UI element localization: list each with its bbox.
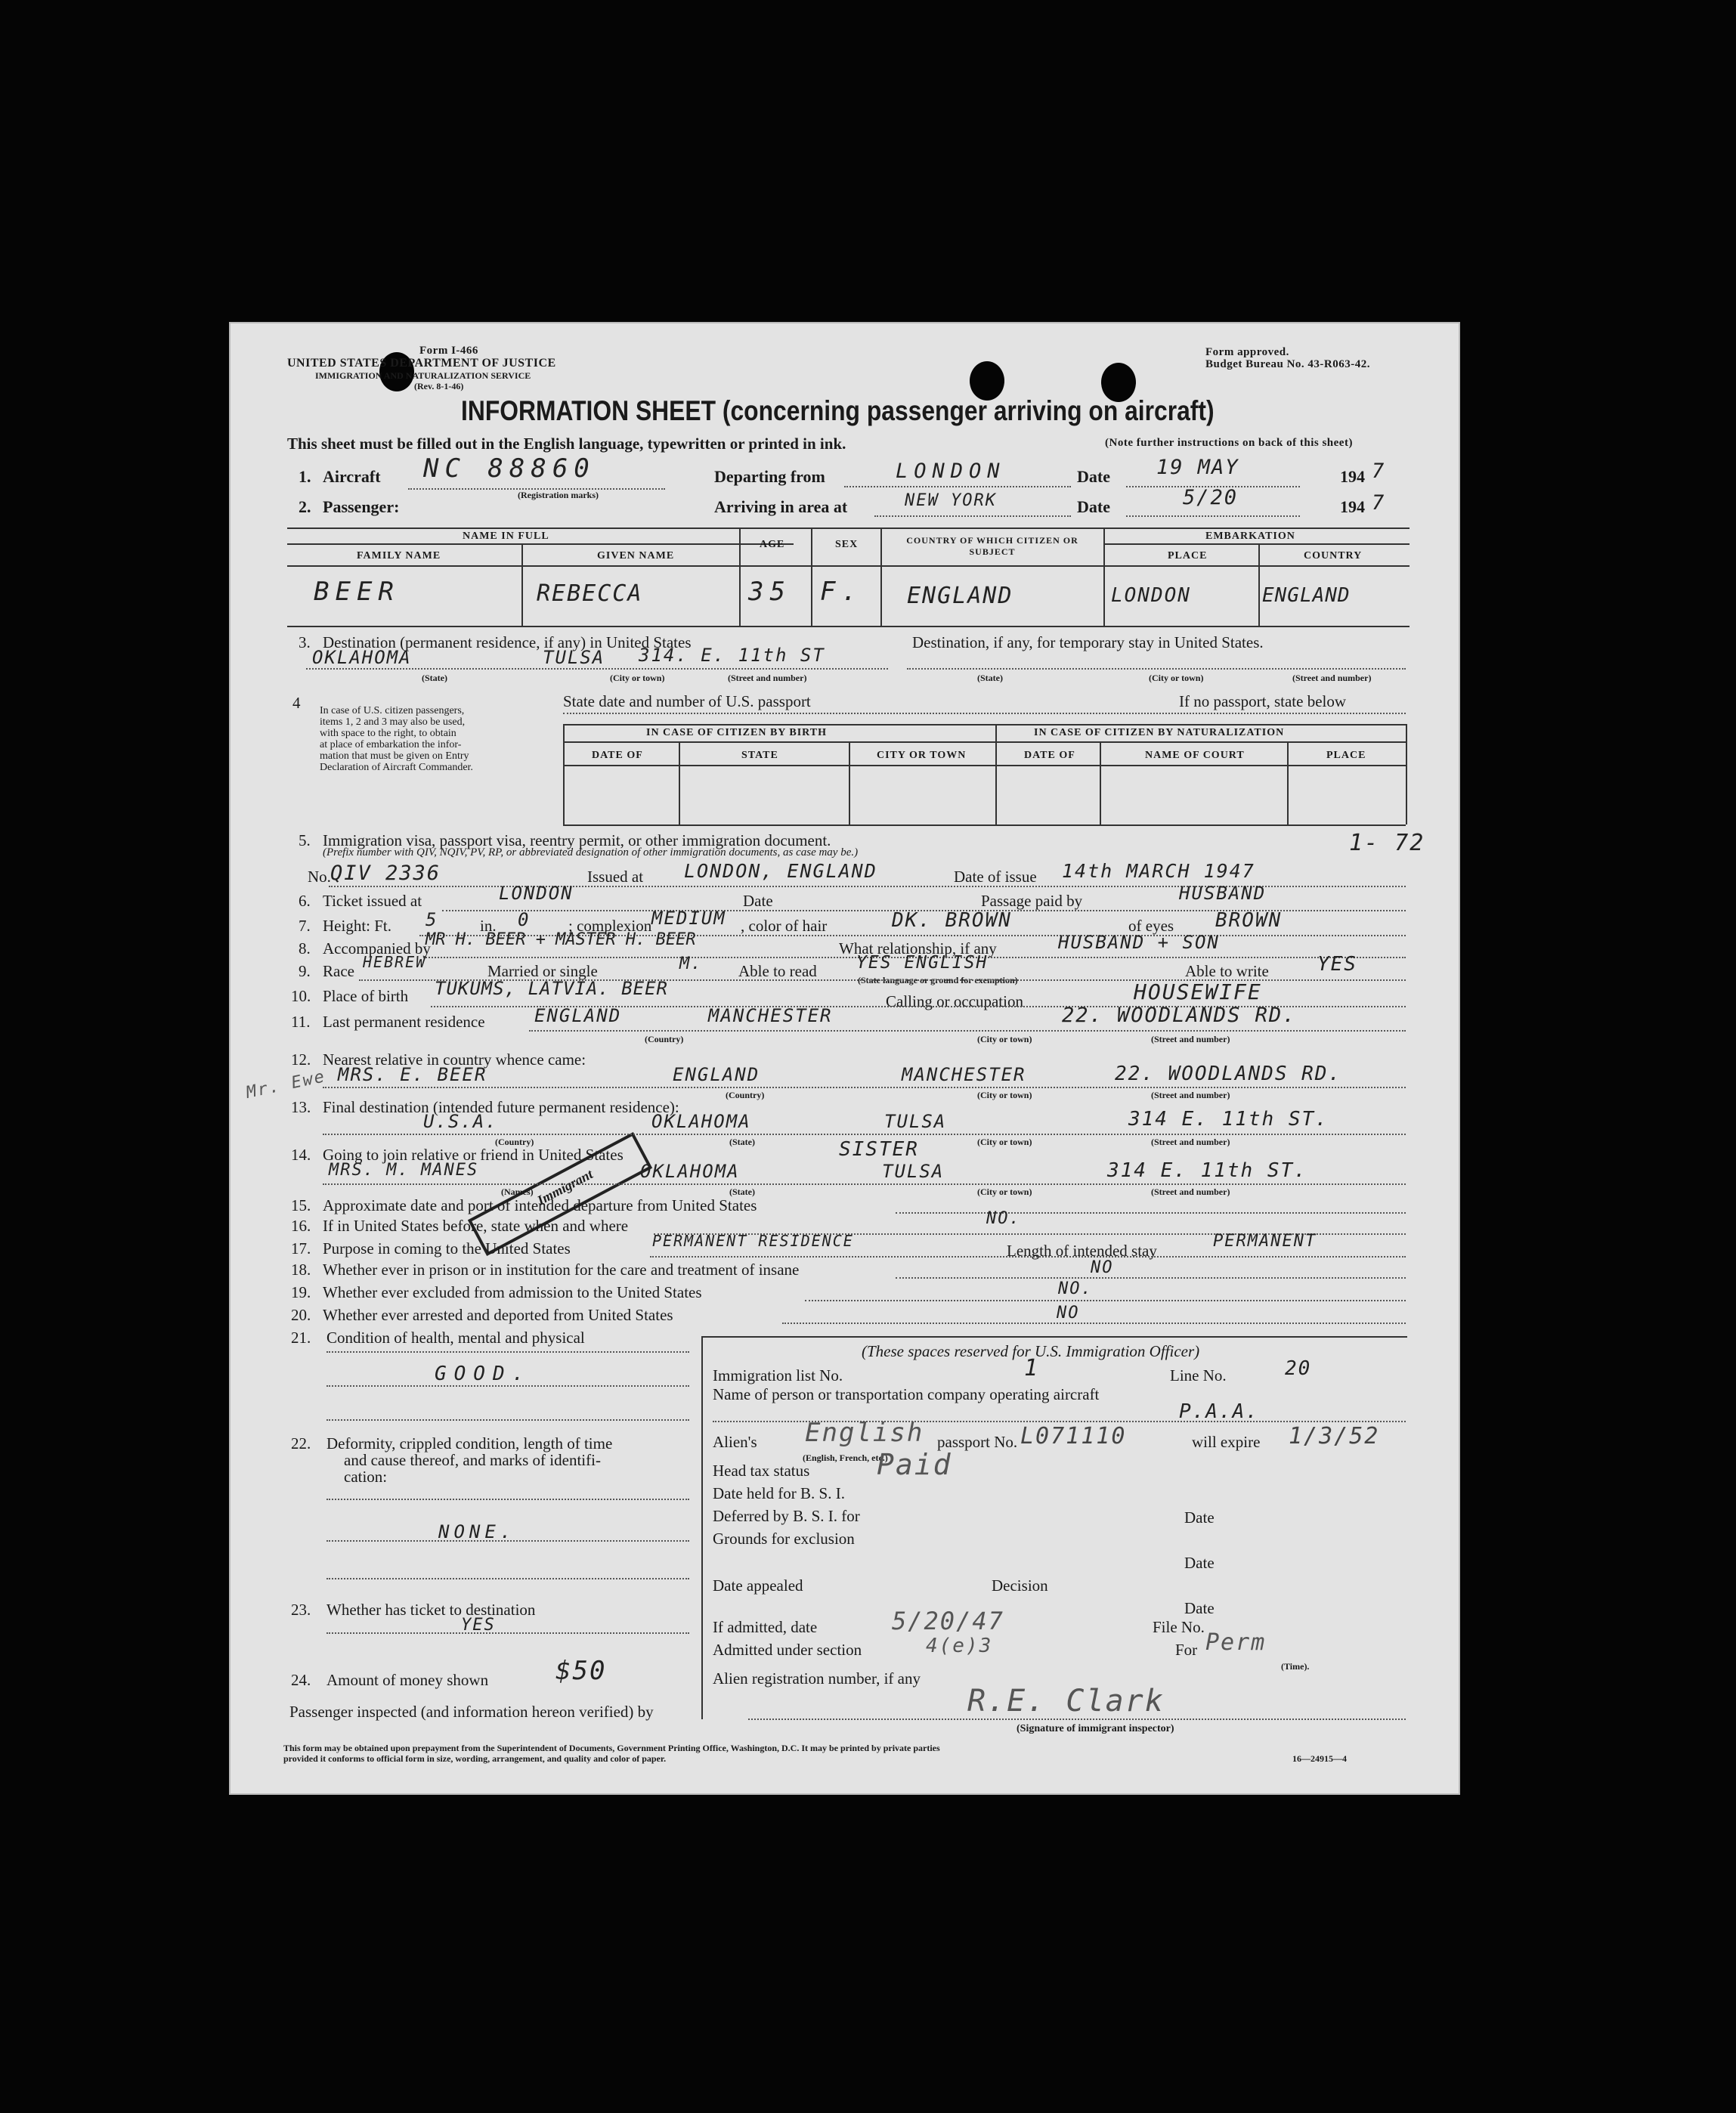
page-title: INFORMATION SHEET (concerning passenger arriving on aircraft) — [461, 395, 1215, 426]
height-label: Height: Ft. — [323, 917, 392, 935]
given-name-value: REBECCA — [537, 580, 643, 607]
deported-label: Whether ever arrested and deported from United States — [323, 1306, 673, 1324]
date-label: Date — [743, 892, 773, 910]
revision: (Rev. 8-1-46) — [414, 381, 464, 391]
departing-value: LONDON — [896, 459, 1006, 483]
prison-value: NO — [1091, 1258, 1114, 1277]
alien-registration-label: Alien registration number, if any — [713, 1669, 921, 1688]
item-number: 19. — [291, 1283, 311, 1301]
caption: (Street and number) — [1292, 673, 1372, 683]
place-header: PLACE — [1168, 550, 1208, 562]
previous-stay-value: NO. — [986, 1209, 1021, 1228]
caption: (State) — [729, 1186, 755, 1197]
money-label: Amount of money shown — [326, 1671, 489, 1689]
caption: (Street and number) — [1151, 1034, 1230, 1044]
item-number: 10. — [291, 987, 311, 1005]
caption: (Country) — [726, 1090, 765, 1100]
passport-no-value: L071110 — [1020, 1423, 1127, 1449]
company-value: P.A.A. — [1179, 1400, 1259, 1423]
item-number: 22. — [291, 1434, 311, 1452]
no-passport-label: If no passport, state below — [1179, 692, 1347, 710]
citizen-note: mation that must be given on Entry — [320, 750, 469, 762]
expire-value: 1/3/52 — [1289, 1423, 1380, 1449]
last-residence-label: Last permanent residence — [323, 1013, 485, 1031]
name-in-full-header: NAME IN FULL — [463, 531, 549, 542]
caption: (Country) — [495, 1137, 534, 1147]
underline — [805, 1300, 1406, 1301]
underline — [748, 1719, 1406, 1720]
item-number: 2. — [299, 497, 311, 516]
excluded-label: Whether ever excluded from admission to the United States — [323, 1283, 702, 1301]
issued-label: Issued at — [587, 868, 644, 886]
fine-print: This form may be obtained upon prepayment from the Superintendent of Documents, Government Printing Office, Washington, D.C. It may be printed by private parties — [283, 1743, 940, 1753]
relationship-value: HUSBAND + SON — [1058, 932, 1220, 953]
service-name: IMMIGRATION AND NATURALIZATION SERVICE — [315, 370, 531, 381]
underline — [323, 1183, 1406, 1185]
for-value: Perm — [1205, 1629, 1267, 1656]
item-number: 24. — [291, 1671, 311, 1689]
arriving-value: NEW YORK — [905, 491, 997, 510]
admitted-date-value: 5/20/47 — [892, 1607, 1004, 1635]
date-of-header: DATE OF — [1024, 750, 1075, 761]
head-tax-label: Head tax status — [713, 1462, 810, 1480]
occupation-value: HOUSEWIFE — [1134, 979, 1262, 1004]
item-number: 7. — [299, 917, 311, 935]
budget-bureau: Budget Bureau No. 43-R063-42. — [1205, 358, 1370, 370]
expire-label: will expire — [1192, 1433, 1261, 1451]
item-number: 13. — [291, 1098, 311, 1116]
race-value: HEBREW — [363, 953, 427, 971]
aircraft-value: NC 88860 — [423, 453, 596, 484]
date-label: Date — [1077, 497, 1110, 516]
caption: (Time). — [1281, 1661, 1310, 1672]
deported-value: NO — [1057, 1304, 1080, 1323]
deferred-label: Deferred by B. S. I. for — [713, 1507, 860, 1525]
section-label: Admitted under section — [713, 1641, 862, 1659]
final-state: OKLAHOMA — [651, 1111, 751, 1132]
departure-label: Approximate date and port of intended departure from United States — [323, 1196, 757, 1214]
date-label: Date — [1184, 1599, 1215, 1617]
read-label: Able to read — [738, 962, 817, 980]
head-tax-value: Paid — [877, 1448, 952, 1481]
underline — [326, 1351, 689, 1353]
underline — [326, 1578, 689, 1579]
line-no-value: 20 — [1285, 1357, 1312, 1380]
line-no-label: Line No. — [1170, 1366, 1227, 1384]
list-no-value: 1 — [1024, 1355, 1040, 1381]
list-no-label: Immigration list No. — [713, 1366, 843, 1384]
date-of-header: DATE OF — [592, 750, 643, 761]
join-relative-label: Going to join relative or friend in United States — [323, 1146, 624, 1164]
caption: (State) — [422, 673, 447, 683]
read-value: YES ENGLISH — [856, 953, 989, 973]
underline — [306, 668, 888, 670]
caption: (State language or ground for exemption) — [858, 975, 1018, 985]
join-state: OKLAHOMA — [640, 1161, 740, 1182]
age-value: 35 — [748, 577, 791, 607]
by-naturalization-header: IN CASE OF CITIZEN BY NATURALIZATION — [1034, 727, 1285, 738]
join-name: MRS. M. MANES — [329, 1161, 479, 1180]
visa-label: Immigration visa, passport visa, reentry permit, or other immigration document. — [323, 831, 831, 849]
height-ft: 5 — [425, 909, 438, 930]
write-label: Able to write — [1185, 962, 1269, 980]
underline — [874, 515, 1071, 517]
married-value: M. — [679, 954, 703, 973]
ticket-value: LONDON — [499, 883, 574, 904]
caption: (Country) — [645, 1034, 684, 1044]
caption: (Registration marks) — [518, 490, 599, 500]
arrival-date: 5/20 — [1183, 486, 1239, 509]
embark-place-value: LONDON — [1111, 584, 1191, 607]
court-header: NAME OF COURT — [1145, 750, 1245, 761]
information-sheet — [231, 323, 1459, 1793]
fine-print: provided it conforms to official form in size, wording, arrangement, and quality and color of paper. — [283, 1753, 667, 1764]
caption: (Street and number) — [1151, 1090, 1230, 1100]
embarkation-header: EMBARKATION — [1205, 531, 1295, 542]
money-value: $50 — [555, 1656, 607, 1686]
given-name-header: GIVEN NAME — [597, 550, 675, 562]
length-of-stay-label: Length of intended stay — [1007, 1242, 1157, 1260]
final-destination-label: Final destination (intended future permanent residence): — [323, 1098, 679, 1116]
in-label: in. — [480, 917, 497, 935]
join-relation: SISTER — [839, 1138, 919, 1161]
sex-value: F. — [820, 577, 863, 607]
company-label: Name of person or transportation company operating aircraft — [713, 1385, 1100, 1403]
year-prefix: 194 — [1340, 467, 1365, 486]
relative-city: MANCHESTER — [902, 1064, 1026, 1085]
hair-label: , color of hair — [741, 917, 828, 935]
accompanied-label: Accompanied by — [323, 939, 431, 958]
admitted-date-label: If admitted, date — [713, 1618, 818, 1636]
join-street: 314 E. 11th ST. — [1107, 1159, 1307, 1182]
health-label: Condition of health, mental and physical — [326, 1329, 585, 1347]
item-number: 21. — [291, 1329, 311, 1347]
underline — [907, 668, 1406, 670]
date-label: Date — [1184, 1554, 1215, 1572]
date-label: Date — [1184, 1508, 1215, 1527]
last-residence-street: 22. WOODLANDS RD. — [1062, 1004, 1297, 1027]
citizen-note: items 1, 2 and 3 may also be used, — [320, 716, 466, 728]
underline — [529, 1030, 1406, 1032]
citizenship-header: COUNTRY OF WHICH CITIZEN OR SUBJECT — [906, 535, 1078, 557]
appealed-label: Date appealed — [713, 1576, 803, 1595]
caption: (City or town) — [977, 1137, 1032, 1147]
caption: (City or town) — [977, 1034, 1032, 1044]
underline — [323, 1087, 1406, 1088]
relative-name: MRS. E. BEER — [338, 1064, 487, 1085]
issue-date-label: Date of issue — [954, 868, 1037, 886]
deformity-label: and cause thereof, and marks of identifi- — [344, 1451, 601, 1469]
country-header: COUNTRY — [1304, 550, 1363, 562]
underline — [326, 1385, 689, 1387]
no-label: No. — [308, 868, 331, 886]
height-in: 0 — [518, 909, 531, 930]
alien-language: English — [805, 1418, 924, 1448]
city-header: CITY OR TOWN — [877, 750, 967, 761]
underline — [326, 1540, 689, 1542]
year-prefix: 194 — [1340, 497, 1365, 516]
caption: (Street and number) — [1151, 1186, 1230, 1197]
complexion-value: MEDIUM — [651, 908, 726, 929]
caption: (State) — [729, 1137, 755, 1147]
paid-by-label: Passage paid by — [981, 892, 1083, 910]
ticket-destination-label: Whether has ticket to destination — [326, 1601, 536, 1619]
item-number: 4 — [292, 694, 301, 712]
item-number: 3. — [299, 633, 311, 651]
item-number: 8. — [299, 939, 311, 958]
margin-note: Mr. Ewe — [244, 1067, 328, 1103]
underline — [323, 1134, 1406, 1135]
aircraft-label: Aircraft — [323, 467, 381, 486]
underline — [896, 1212, 1406, 1214]
nearest-relative-label: Nearest relative in country whence came: — [323, 1050, 586, 1069]
destination-city: TULSA — [543, 647, 605, 668]
purpose-value: PERMANENT RESIDENCE — [652, 1232, 854, 1250]
item-number: 16. — [291, 1217, 311, 1235]
relationship-label: What relationship, if any — [839, 939, 997, 958]
caption: (Street and number) — [1151, 1137, 1230, 1147]
caption: (Street and number) — [728, 673, 807, 683]
embark-country-value: ENGLAND — [1262, 584, 1351, 607]
form-approved: Form approved. — [1205, 346, 1289, 358]
item-number: 17. — [291, 1239, 311, 1258]
write-value: YES — [1317, 953, 1357, 976]
visa-number: QIV 2336 — [330, 862, 441, 885]
item-number: 5. — [299, 831, 311, 849]
state-header: STATE — [741, 750, 778, 761]
issue-date-value: 14th MARCH 1947 — [1062, 860, 1255, 882]
underline — [1126, 515, 1300, 517]
item-number: 20. — [291, 1306, 311, 1324]
item-number: 12. — [291, 1050, 311, 1069]
prison-label: Whether ever in prison or in institution for the care and treatment of insane — [323, 1261, 800, 1279]
inspector-signature: R.E. Clark — [967, 1684, 1165, 1719]
departure-date: 19 MAY — [1156, 456, 1239, 479]
held-label: Date held for B. S. I. — [713, 1484, 845, 1502]
married-label: Married or single — [487, 962, 598, 980]
item-number: 9. — [299, 962, 311, 980]
item-number: 14. — [291, 1146, 311, 1164]
passport-label: State date and number of U.S. passport — [563, 692, 811, 710]
year-digit: 7 — [1372, 459, 1386, 483]
age-header: AGE — [760, 539, 785, 550]
underline — [326, 1419, 689, 1421]
by-birth-header: IN CASE OF CITIZEN BY BIRTH — [646, 727, 828, 738]
underline — [563, 713, 1406, 714]
excluded-value: NO. — [1058, 1279, 1093, 1298]
item-number: 1. — [299, 467, 311, 486]
citizen-note: In case of U.S. citizen passengers, — [320, 705, 465, 716]
agency-name: UNITED STATES DEPARTMENT OF JUSTICE — [287, 357, 556, 370]
item-number: 11. — [291, 1013, 311, 1031]
form-code: 16—24915—4 — [1292, 1753, 1347, 1764]
destination-street: 314. E. 11th ST — [639, 645, 825, 666]
underline — [896, 1277, 1406, 1279]
ticket-label: Ticket issued at — [323, 892, 422, 910]
previous-stay-label: If in United States before, state when and where — [323, 1217, 629, 1235]
deformity-label: Deformity, crippled condition, length of time — [326, 1434, 613, 1452]
stamp-text: Immigrant — [534, 1166, 596, 1208]
inspected-label: Passenger inspected (and information hereon verified) by — [289, 1703, 654, 1721]
temporary-destination-label: Destination, if any, for temporary stay in United States. — [912, 633, 1264, 651]
sex-header: SEX — [835, 539, 859, 550]
officer-section-title: (These spaces reserved for U.S. Immigration Officer) — [862, 1342, 1200, 1360]
destination-label: Destination (permanent residence, if any) in United States — [323, 633, 692, 651]
place-header: PLACE — [1326, 750, 1366, 761]
last-residence-city: MANCHESTER — [708, 1005, 833, 1026]
underline — [650, 1256, 1406, 1258]
last-residence-country: ENGLAND — [534, 1005, 622, 1026]
race-label: Race — [323, 962, 354, 980]
section-value: 4(e)3 — [926, 1635, 993, 1657]
join-city: TULSA — [882, 1161, 945, 1182]
caption: (Names) — [501, 1186, 534, 1197]
citizenship-value: ENGLAND — [907, 583, 1013, 609]
file-no-label: File No. — [1153, 1618, 1205, 1636]
family-name-header: FAMILY NAME — [357, 550, 441, 562]
note: (Note further instructions on back of this sheet) — [1105, 437, 1353, 449]
health-value: GOOD. — [435, 1363, 532, 1385]
relative-street: 22. WOODLANDS RD. — [1115, 1063, 1342, 1085]
issued-value: LONDON, ENGLAND — [684, 860, 877, 882]
visa-sublabel: (Prefix number with QIV, NQIV, PV, RP, or abbreviated designation of other immigration documents, as case may be.) — [323, 846, 859, 859]
passport-no-label: passport No. — [937, 1433, 1018, 1451]
for-label: For — [1175, 1641, 1198, 1659]
item-number: 23. — [291, 1601, 311, 1619]
ticket-destination-value: YES — [461, 1616, 496, 1635]
final-country: U.S.A. — [423, 1111, 498, 1132]
deformity-label: cation: — [344, 1468, 388, 1486]
year-digit: 7 — [1372, 491, 1386, 515]
birthplace-value: TUKUMS, LATVIA. BEER — [435, 978, 668, 999]
underline — [844, 486, 1071, 487]
departing-label: Departing from — [714, 467, 825, 486]
item-number: 15. — [291, 1196, 311, 1214]
underline — [782, 1323, 1406, 1324]
complexion-label: ; complexion — [568, 917, 652, 935]
caption: (City or town) — [977, 1186, 1032, 1197]
paid-by-value: HUSBAND — [1179, 883, 1267, 904]
citizen-note: with space to the right, to obtain — [320, 728, 456, 739]
relative-country: ENGLAND — [673, 1064, 760, 1085]
eyes-label: of eyes — [1128, 917, 1174, 935]
final-street: 314 E. 11th ST. — [1128, 1108, 1329, 1131]
decision-label: Decision — [992, 1576, 1048, 1595]
caption: (State) — [977, 673, 1003, 683]
item-number: 18. — [291, 1261, 311, 1279]
margin-note: 1- 72 — [1349, 830, 1425, 856]
underline — [326, 1632, 689, 1634]
caption: (City or town) — [1149, 673, 1204, 683]
date-label: Date — [1077, 467, 1110, 486]
citizen-note: Declaration of Aircraft Commander. — [320, 762, 473, 773]
final-city: TULSA — [884, 1111, 947, 1132]
instruction: This sheet must be filled out in the English language, typewritten or printed in ink. — [287, 435, 846, 453]
birthplace-label: Place of birth — [323, 987, 409, 1005]
caption: (City or town) — [610, 673, 665, 683]
alien-label: Alien's — [713, 1433, 757, 1451]
item-number: 6. — [299, 892, 311, 910]
purpose-label: Purpose in coming to the United States — [323, 1239, 571, 1258]
eyes-value: BROWN — [1215, 909, 1283, 932]
occupation-label: Calling or occupation — [886, 992, 1023, 1010]
deformity-value: NONE. — [438, 1521, 516, 1542]
citizen-note: at place of embarkation the infor- — [320, 739, 462, 750]
underline — [326, 1499, 689, 1500]
form-number: Form I-466 — [419, 345, 478, 357]
caption: (Signature of immigrant inspector) — [1017, 1723, 1174, 1734]
destination-state: OKLAHOMA — [312, 647, 412, 668]
length-of-stay-value: PERMANENT — [1213, 1232, 1317, 1251]
accompanied-value: MR H. BEER + MASTER H. BEER — [425, 930, 696, 949]
hair-value: DK. BROWN — [892, 909, 1012, 932]
caption: (English, French, etc.) — [803, 1452, 888, 1463]
family-name-value: BEER — [314, 577, 400, 607]
grounds-label: Grounds for exclusion — [713, 1530, 855, 1548]
passenger-label: Passenger: — [323, 497, 400, 516]
caption: (City or town) — [977, 1090, 1032, 1100]
arriving-label: Arriving in area at — [714, 497, 848, 516]
